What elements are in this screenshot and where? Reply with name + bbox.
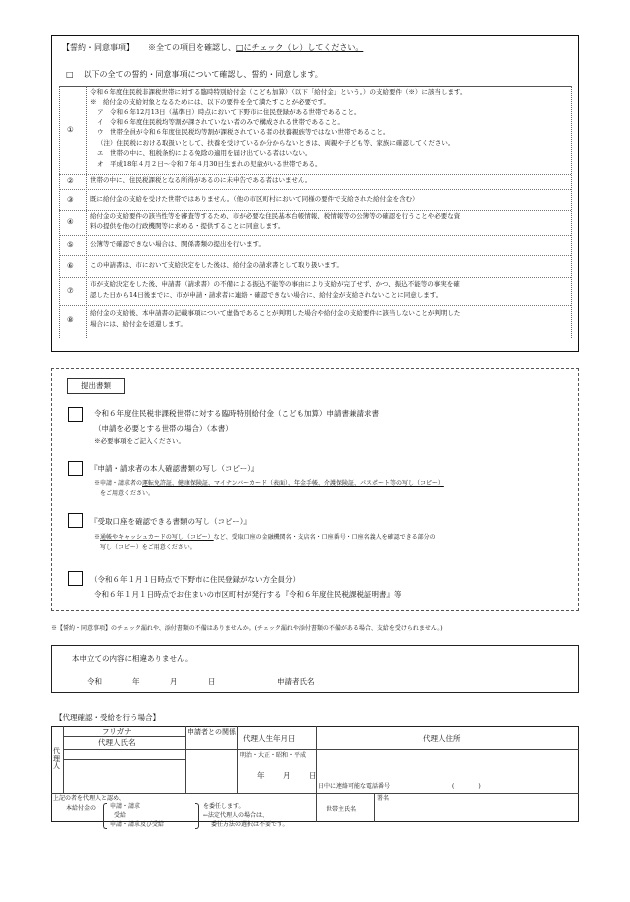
checklist-footnote: ※【誓約・同意事項】のチェック漏れや、添付書類の不備はありませんか。(チェック漏れや添付書類の不備がある場合、支給を受けられません。) xyxy=(51,625,443,632)
furigana-header: フリガナ xyxy=(102,727,132,736)
item7-line0: 市が支給決定をした後、申請書（請求書）の不備による振込不能等の事由により支給が完了せず、かつ、振込不能等の事実を確 xyxy=(90,280,460,288)
item2-number: ② xyxy=(67,176,74,185)
household-head-label: 世帯主氏名 xyxy=(326,806,357,813)
doc4-checkbox[interactable] xyxy=(68,571,83,586)
legal-proxy-note-line0: ←法定代理人の場合は、 xyxy=(203,812,269,819)
item1-req-i: イ 令和６年度住民税均等割が課されていない者のみで構成される世帯であること。 xyxy=(97,118,344,126)
furigana-input[interactable] xyxy=(64,750,184,759)
agree-all-label: 以下の全ての誓約・同意事項について確認し、誓約・同意します。 xyxy=(83,70,323,79)
item5-number: ⑤ xyxy=(67,240,74,249)
delegation-bracket-right xyxy=(195,803,199,829)
proxy-section-title: 【代理確認・受給を行う場合】 xyxy=(55,713,160,722)
item1-line1: ※ 給付金の支給対象となるためには、以下の要件を全て満たすことが必要です。 xyxy=(90,98,330,106)
entrust-text: を委任します。 xyxy=(203,803,245,810)
item1-line0: 令和６年度住民税非課税世帯に対する臨時特別給付金（こども加算）（以下「給付金」という。）の支給要件（※）に該当します。 xyxy=(90,88,467,96)
doc1-line0: 令和６年度住民税非課税世帯に対する臨時特別給付金（こども加算）申請書兼請求書 xyxy=(94,409,379,418)
item5-text: 公簿等で確認できない場合は、関係書類の提出を行います。 xyxy=(90,240,265,248)
applicant-name-label: 申請者氏名 xyxy=(277,677,315,686)
item4-number: ④ xyxy=(67,217,74,226)
confirmation-text: 本申立ての内容に相違ありません。 xyxy=(72,654,193,663)
pledge-note: ※全ての項目を確認し、□にチェック（レ）してください。 xyxy=(148,43,364,52)
signature-input[interactable] xyxy=(375,803,578,821)
proxy-name-input[interactable] xyxy=(64,760,184,792)
item4-line0: 給付金の支給要件の該当性等を審査等するため、市が必要な住民基本台帳情報、税情報等の公簿等の確認を行うことや必要な資 xyxy=(90,212,461,220)
item3-number: ③ xyxy=(67,195,74,204)
item2-text: 世帯の中に、住民税課税となる所得があるのに未申告である者はいません。 xyxy=(90,176,312,184)
doc3-note-line1: 写し（コピー）をご用意ください。 xyxy=(100,544,196,551)
birth-month-label: 月 xyxy=(283,771,291,780)
date-day-label: 日 xyxy=(208,677,216,686)
doc2-note-line1: をご用意ください。 xyxy=(100,490,155,497)
doc1-checkbox[interactable] xyxy=(68,407,83,422)
birth-year-label: 年 xyxy=(257,771,265,780)
item7-number: ⑦ xyxy=(67,286,74,295)
item3-text: 既に給付金の支給を受けた世帯ではありません。（他の市区町村において同様の要件で支給された給付金を含む） xyxy=(90,195,419,203)
item1-number: ① xyxy=(67,125,74,134)
pledge-title: 【誓約・同意事項】 xyxy=(62,43,134,52)
item4-line1: 料の提供を他の行政機関等に求める・提供することに同意します。 xyxy=(90,222,285,230)
doc4-line0: （令和６年１月１日時点で下野市に住民登録がない方全員分） xyxy=(90,575,300,584)
date-year-label: 年 xyxy=(132,677,140,686)
doc3-checkbox[interactable] xyxy=(68,513,83,528)
delegation-option-both[interactable]: 申請・請求及び受給 xyxy=(110,821,165,828)
delegation-text-line0: 上記の者を代理人と認め、 xyxy=(53,795,125,802)
birth-era-options[interactable]: 明治・大正・昭和・平成 xyxy=(240,752,307,759)
doc2-title: 『申請・請求者の本人確認書類の写し（コピー）』 xyxy=(90,464,259,473)
item8-line1: 場合には、給付金を返還します。 xyxy=(90,320,187,328)
item1-req-a: ア 令和６年12月13日（基準日）時点において下野市に住民登録がある世帯であること。 xyxy=(97,108,361,116)
address-header: 代理人住所 xyxy=(423,734,461,743)
proxy-name-header: 代理人氏名 xyxy=(98,738,136,747)
phone-input[interactable]: ( ) xyxy=(452,783,481,790)
documents-title: 提出書類 xyxy=(67,378,125,394)
doc2-checkbox[interactable] xyxy=(68,461,83,476)
doc3-note-line0: ※通帳やキャッシュカードの写し（コピー）など、受取口座の金融機関名・支店名・口座番号・口座名義人を確認できる部分の xyxy=(94,534,436,541)
signature-label: 署名 xyxy=(377,795,390,802)
doc1-note: ※必要事項をご記入ください。 xyxy=(94,437,185,445)
agree-all-checkbox[interactable]: □ xyxy=(66,70,74,79)
item8-line0: 給付金の支給後、本申請書の記載事項について虚偽であることが判明した場合や給付金の支給要件に該当しないことが判明した xyxy=(90,309,461,317)
legal-proxy-note-line1: 委任方法の選択は不要です。 xyxy=(211,821,289,828)
birthdate-header: 代理人生年月日 xyxy=(243,734,296,743)
item6-text: この申請書は、市において支給決定をした後は、給付金の請求書として取り扱います。 xyxy=(90,261,343,269)
proxy-side-label: 代理人 xyxy=(53,747,60,771)
delegation-text-line1: 本給付金の xyxy=(66,805,97,812)
item1-req-o: オ 平成18年４月２日～令和７年４月30日生まれの児童がいる世帯である。 xyxy=(97,160,322,168)
confirmation-box xyxy=(51,645,579,693)
phone-label: 日中に連絡可能な電話番号 xyxy=(318,783,391,790)
relation-header: 申請者との関係 xyxy=(187,728,236,736)
item8-number: ⑧ xyxy=(67,315,74,324)
delegation-option-receive[interactable]: 受給 xyxy=(114,812,127,819)
delegation-option-apply[interactable]: 申請・請求 xyxy=(110,803,141,810)
item7-line1: 認した日から14日後までに、市が申請・請求者に連絡・確認できない場合に、給付金が支給されないことに同意します。 xyxy=(90,291,443,299)
doc3-title: 『受取口座を確認できる書類の写し（コピー）』 xyxy=(90,517,251,526)
doc1-line1: （申請を必要とする世帯の場合）（本書） xyxy=(94,424,233,433)
item6-number: ⑥ xyxy=(67,261,74,270)
birth-day-label: 日 xyxy=(309,771,317,780)
address-input[interactable] xyxy=(317,750,578,780)
agree-all-row[interactable] xyxy=(66,70,323,80)
delegation-bracket-left xyxy=(103,803,107,829)
item1-req-e: エ 世帯の中に、租税条約による免除の適用を届け出ている者はいない。 xyxy=(97,149,312,157)
pledge-header xyxy=(62,43,363,53)
date-era: 令和 xyxy=(87,677,102,686)
date-month-label: 月 xyxy=(170,677,178,686)
item1-note: （注）住民税における取扱いとして、扶養を受けているか分からないときは、両親や子ども等、家族に確認してください。 xyxy=(97,139,455,147)
doc2-note-line0: ※申請・請求者の運転免許証、健康保険証、マイナンバーカード（表面）、年金手帳、介護保険証、パスポート等の写し（コピー） xyxy=(94,480,444,487)
relation-input[interactable] xyxy=(186,750,236,792)
item1-req-u: ウ 世帯全員が令和６年度住民税均等割が課税されている者の扶養親族等ではない世帯であること。 xyxy=(97,128,390,136)
doc4-line1: 令和６年１月１日時点でお住まいの市区町村が発行する『令和６年度住民税課税証明書』等 xyxy=(94,590,402,599)
